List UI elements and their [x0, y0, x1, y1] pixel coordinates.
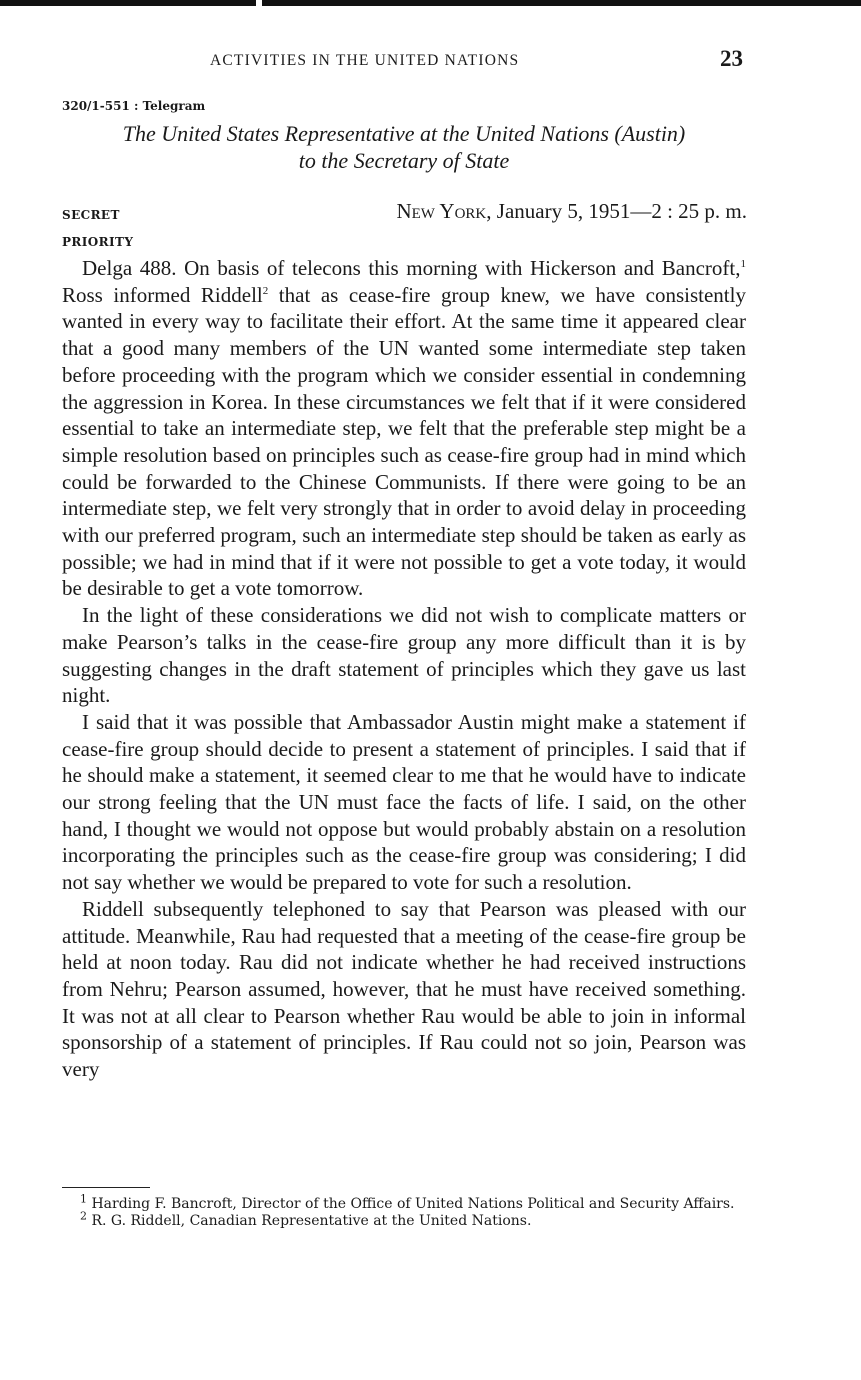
scan-border-right — [262, 0, 861, 6]
running-head: ACTIVITIES IN THE UNITED NATIONS — [210, 52, 520, 69]
footnote-ref-2: 2 — [262, 284, 269, 297]
classification-label: SECRET — [62, 208, 120, 222]
footnote-2-mark: 2 — [80, 1208, 87, 1222]
title-line-1: The United States Representative at the United Nations (Austin) — [122, 121, 686, 146]
scan-border-left — [0, 0, 256, 6]
page-number: 23 — [720, 46, 743, 71]
file-number: 320/1-551 : Telegram — [62, 99, 206, 113]
paragraph-1-text-c: that as cease-fire group knew, we have consistently wanted in every way to facilitate their effort. At the same time it appeared clear that a good many members of the UN wanted some intermediate step taken before proceeding with the program which we consider essential in condemning the aggression in Korea. In these circumstances we felt that if it were considered essential to take an intermediate step, we felt that the preferable step might be a simple resolution based on principles such as cease-fire group had in mind which could be forwarded to the Chinese Communists. If there were going to be an intermediate step, we felt very strongly that in order to avoid delay in proceeding with our preferred program, such an intermediate step should be taken as early as possible; we had in mind that if it were not possible to get a vote today, it would be desirable to get a vote tomorrow. — [62, 282, 746, 601]
footnote-2-text: R. G. Riddell, Canadian Representative at the United Nations. — [91, 1212, 532, 1229]
paragraph-2: In the light of these considerations we did not wish to complicate matters or make Pearson’s talks in the cease-fire group any more difficult than it is by suggesting changes in the draft statement of principles which they gave us last night. — [62, 603, 746, 708]
paragraph-4: Riddell subsequently telephoned to say that Pearson was pleased with our attitude. Meanwhile, Rau had requested that a meeting of the cease-fire group be held at noon today. Rau did not indicate whether he had received instructions from Nehru; Pearson assumed, however, that he must have received something. It was not at all clear to Pearson whether Rau would be able to join in informal sponsorship of a statement of principles. If Rau could not so join, Pearson was very — [62, 896, 746, 1082]
precedence-label: PRIORITY — [62, 235, 134, 249]
dateline-date: January 5, 1951—2 : 25 p. m. — [496, 199, 747, 223]
footnote-ref-1: 1 — [740, 258, 746, 270]
dateline — [396, 199, 747, 224]
title-line-2: to the Secretary of State — [298, 148, 510, 173]
paragraph-1 — [62, 255, 746, 602]
footnote-2 — [62, 1208, 746, 1230]
paragraph-1-text-a: Delga 488. On basis of telecons this morning with Hickerson and Bancroft, — [82, 256, 741, 280]
footnote-rule — [62, 1187, 150, 1188]
paragraph-3: I said that it was possible that Ambassador Austin might make a statement if cease-fire group should decide to present a statement of principles. I said that if he should make a statement, it seemed clear to me that he would have to indicate our strong feeling that the UN must face the facts of life. I said, on the other hand, I thought we would not oppose but would probably abstain on a resolution incorporating the principles such as the cease-fire group was considering; I did not say whether we would be prepared to vote for such a resolution. — [62, 709, 746, 895]
document-title — [62, 120, 746, 174]
telegram-body — [62, 255, 746, 1083]
footnotes — [62, 1192, 746, 1229]
footnote-1-mark: 1 — [80, 1192, 87, 1206]
footnote-1 — [62, 1192, 746, 1213]
dateline-place: New York, — [396, 199, 492, 223]
footnote-1-text: Harding F. Bancroft, Director of the Office of United Nations Political and Security Affairs. — [91, 1196, 735, 1212]
paragraph-1-text-b: Ross informed Riddell — [62, 282, 263, 307]
